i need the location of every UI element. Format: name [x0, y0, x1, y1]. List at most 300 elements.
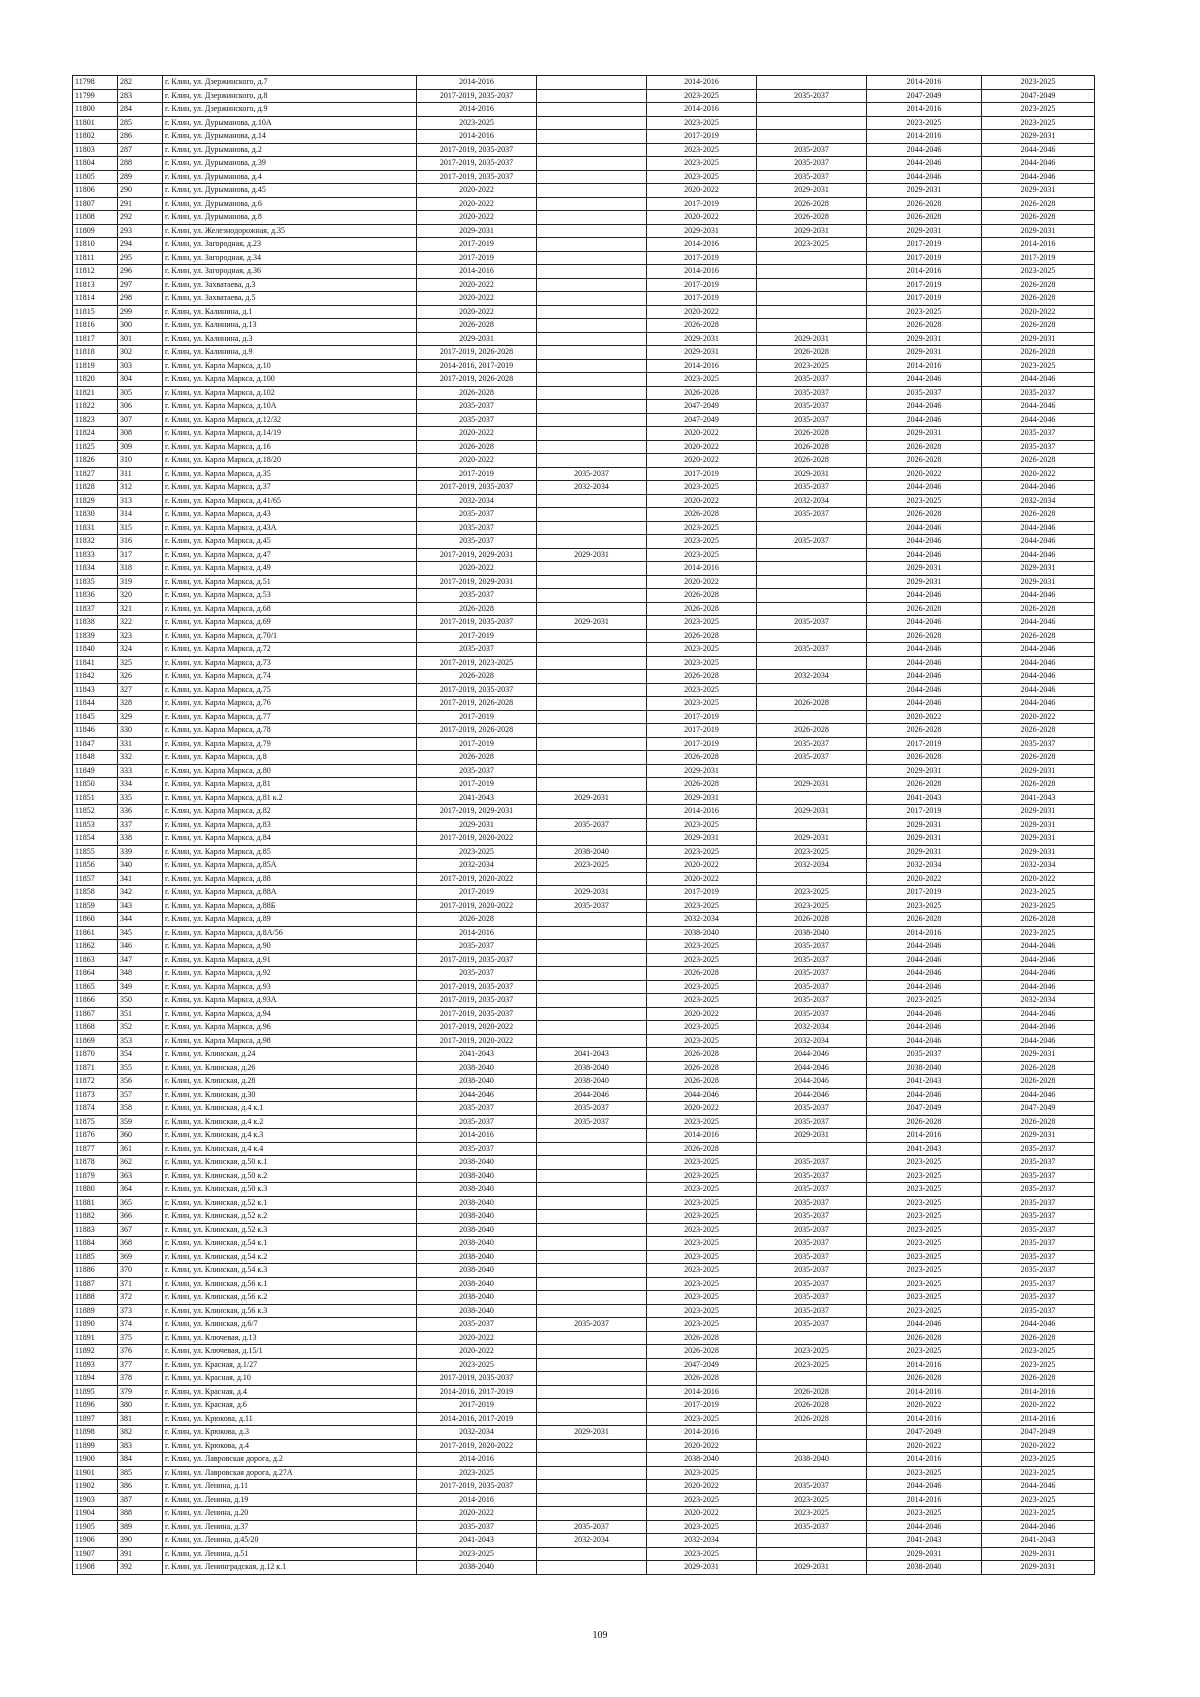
table-row: [73, 89, 1095, 103]
period-c-cell: 2014-2016: [647, 562, 757, 576]
address-cell: г. Клин, ул. Карла Маркса, д.98: [163, 1034, 417, 1048]
period-e-cell: 2029-2031: [867, 818, 982, 832]
row-id-cell: 11817: [73, 332, 118, 346]
row-number-cell: 338: [118, 832, 163, 846]
period-f-cell: 2020-2022: [982, 467, 1095, 481]
period-a-cell: 2038-2040: [417, 1061, 537, 1075]
period-b-cell: [537, 737, 647, 751]
period-d-cell: [757, 1426, 867, 1440]
period-d-cell: 2035-2037: [757, 1196, 867, 1210]
period-a-cell: 2035-2037: [417, 1115, 537, 1129]
address-cell: г. Клин, ул. Крюкова, д.3: [163, 1426, 417, 1440]
row-id-cell: 11855: [73, 845, 118, 859]
period-b-cell: 2029-2031: [537, 791, 647, 805]
row-number-cell: 369: [118, 1250, 163, 1264]
address-cell: г. Клин, ул. Клинская, д.24: [163, 1048, 417, 1062]
period-b-cell: [537, 562, 647, 576]
period-e-cell: 2023-2025: [867, 1291, 982, 1305]
table-row: [73, 238, 1095, 252]
period-e-cell: 2044-2046: [867, 697, 982, 711]
period-a-cell: 2017-2019, 2035-2037: [417, 980, 537, 994]
table-row: [73, 994, 1095, 1008]
row-id-cell: 11841: [73, 656, 118, 670]
period-f-cell: 2044-2046: [982, 616, 1095, 630]
period-f-cell: 2020-2022: [982, 872, 1095, 886]
row-id-cell: 11809: [73, 224, 118, 238]
period-c-cell: 2020-2022: [647, 1102, 757, 1116]
period-f-cell: 2029-2031: [982, 832, 1095, 846]
row-id-cell: 11829: [73, 494, 118, 508]
row-number-cell: 347: [118, 953, 163, 967]
period-a-cell: 2026-2028: [417, 751, 537, 765]
period-a-cell: 2038-2040: [417, 1183, 537, 1197]
row-id-cell: 11846: [73, 724, 118, 738]
period-d-cell: 2035-2037: [757, 1102, 867, 1116]
period-c-cell: 2020-2022: [647, 575, 757, 589]
period-b-cell: 2032-2034: [537, 481, 647, 495]
table-row: [73, 805, 1095, 819]
row-number-cell: 321: [118, 602, 163, 616]
period-d-cell: 2035-2037: [757, 940, 867, 954]
period-d-cell: 2026-2028: [757, 197, 867, 211]
row-number-cell: 384: [118, 1453, 163, 1467]
period-e-cell: 2023-2025: [867, 1345, 982, 1359]
address-cell: г. Клин, ул. Дзержинского, д.8: [163, 89, 417, 103]
row-id-cell: 11864: [73, 967, 118, 981]
row-number-cell: 286: [118, 130, 163, 144]
row-id-cell: 11888: [73, 1291, 118, 1305]
period-e-cell: 2044-2046: [867, 656, 982, 670]
period-f-cell: 2044-2046: [982, 670, 1095, 684]
period-b-cell: 2035-2037: [537, 818, 647, 832]
address-cell: г. Клин, ул. Клинская, д.26: [163, 1061, 417, 1075]
period-e-cell: 2023-2025: [867, 1507, 982, 1521]
period-d-cell: [757, 1372, 867, 1386]
row-id-cell: 11896: [73, 1399, 118, 1413]
period-b-cell: 2038-2040: [537, 1061, 647, 1075]
period-e-cell: 2044-2046: [867, 373, 982, 387]
row-id-cell: 11867: [73, 1007, 118, 1021]
period-e-cell: 2029-2031: [867, 832, 982, 846]
period-e-cell: 2023-2025: [867, 1304, 982, 1318]
period-c-cell: 2023-2025: [647, 1210, 757, 1224]
row-number-cell: 283: [118, 89, 163, 103]
period-c-cell: 2023-2025: [647, 845, 757, 859]
period-d-cell: 2026-2028: [757, 697, 867, 711]
period-d-cell: 2035-2037: [757, 535, 867, 549]
period-d-cell: 2035-2037: [757, 737, 867, 751]
address-cell: г. Клин, ул. Карла Маркса, д.68: [163, 602, 417, 616]
period-e-cell: 2017-2019: [867, 238, 982, 252]
row-id-cell: 11889: [73, 1304, 118, 1318]
period-c-cell: 2023-2025: [647, 940, 757, 954]
row-number-cell: 363: [118, 1169, 163, 1183]
period-d-cell: 2029-2031: [757, 832, 867, 846]
address-cell: г. Клин, ул. Карла Маркса, д.88А: [163, 886, 417, 900]
row-id-cell: 11875: [73, 1115, 118, 1129]
address-cell: г. Клин, ул. Ленина, д.37: [163, 1520, 417, 1534]
period-b-cell: [537, 170, 647, 184]
table-row: [73, 359, 1095, 373]
row-id-cell: 11890: [73, 1318, 118, 1332]
period-a-cell: 2017-2019, 2020-2022: [417, 832, 537, 846]
row-id-cell: 11898: [73, 1426, 118, 1440]
address-cell: г. Клин, ул. Клинская, д.6/7: [163, 1318, 417, 1332]
period-d-cell: 2035-2037: [757, 1169, 867, 1183]
row-id-cell: 11859: [73, 899, 118, 913]
row-number-cell: 293: [118, 224, 163, 238]
period-d-cell: 2035-2037: [757, 1520, 867, 1534]
table-row: [73, 1291, 1095, 1305]
period-f-cell: 2044-2046: [982, 481, 1095, 495]
table-row: [73, 1493, 1095, 1507]
period-d-cell: 2029-2031: [757, 224, 867, 238]
period-a-cell: 2035-2037: [417, 643, 537, 657]
period-c-cell: 2023-2025: [647, 1156, 757, 1170]
period-a-cell: 2017-2019: [417, 1399, 537, 1413]
period-b-cell: 2029-2031: [537, 616, 647, 630]
row-number-cell: 344: [118, 913, 163, 927]
period-a-cell: 2023-2025: [417, 1358, 537, 1372]
period-b-cell: [537, 143, 647, 157]
period-b-cell: [537, 805, 647, 819]
period-f-cell: 2023-2025: [982, 899, 1095, 913]
period-a-cell: 2035-2037: [417, 1102, 537, 1116]
row-number-cell: 365: [118, 1196, 163, 1210]
period-f-cell: 2044-2046: [982, 1021, 1095, 1035]
period-f-cell: 2044-2046: [982, 967, 1095, 981]
address-cell: г. Клин, ул. Карла Маркса, д.8: [163, 751, 417, 765]
period-e-cell: 2029-2031: [867, 224, 982, 238]
period-a-cell: 2020-2022: [417, 278, 537, 292]
period-d-cell: 2026-2028: [757, 427, 867, 441]
period-e-cell: 2017-2019: [867, 251, 982, 265]
period-e-cell: 2026-2028: [867, 724, 982, 738]
row-number-cell: 372: [118, 1291, 163, 1305]
period-f-cell: 2026-2028: [982, 346, 1095, 360]
row-id-cell: 11902: [73, 1480, 118, 1494]
table-row: [73, 278, 1095, 292]
address-cell: г. Клин, ул. Карла Маркса, д.92: [163, 967, 417, 981]
address-cell: г. Клин, ул. Крюкова, д.4: [163, 1439, 417, 1453]
period-f-cell: 2029-2031: [982, 805, 1095, 819]
period-d-cell: 2026-2028: [757, 724, 867, 738]
row-number-cell: 374: [118, 1318, 163, 1332]
period-d-cell: [757, 130, 867, 144]
table-row: [73, 913, 1095, 927]
row-number-cell: 386: [118, 1480, 163, 1494]
period-c-cell: 2023-2025: [647, 157, 757, 171]
row-id-cell: 11894: [73, 1372, 118, 1386]
row-id-cell: 11813: [73, 278, 118, 292]
row-number-cell: 289: [118, 170, 163, 184]
period-f-cell: 2047-2049: [982, 89, 1095, 103]
row-number-cell: 367: [118, 1223, 163, 1237]
period-b-cell: [537, 1439, 647, 1453]
period-b-cell: 2035-2037: [537, 1115, 647, 1129]
period-e-cell: 2026-2028: [867, 602, 982, 616]
address-cell: г. Клин, ул. Захватаева, д.5: [163, 292, 417, 306]
period-b-cell: [537, 1547, 647, 1561]
period-f-cell: 2026-2028: [982, 778, 1095, 792]
period-d-cell: 2035-2037: [757, 1223, 867, 1237]
table-row: [73, 1372, 1095, 1386]
period-f-cell: 2035-2037: [982, 1210, 1095, 1224]
period-a-cell: 2017-2019, 2026-2028: [417, 346, 537, 360]
address-cell: г. Клин, ул. Карла Маркса, д.72: [163, 643, 417, 657]
table-row: [73, 1304, 1095, 1318]
period-e-cell: 2026-2028: [867, 197, 982, 211]
period-d-cell: 2035-2037: [757, 967, 867, 981]
period-a-cell: 2038-2040: [417, 1561, 537, 1575]
row-number-cell: 375: [118, 1331, 163, 1345]
table-row: [73, 332, 1095, 346]
period-e-cell: 2047-2049: [867, 89, 982, 103]
table-row: [73, 1466, 1095, 1480]
period-c-cell: 2023-2025: [647, 1277, 757, 1291]
table-row: [73, 481, 1095, 495]
period-b-cell: [537, 1156, 647, 1170]
address-cell: г. Клин, ул. Крюкова, д.11: [163, 1412, 417, 1426]
period-f-cell: 2035-2037: [982, 737, 1095, 751]
row-id-cell: 11812: [73, 265, 118, 279]
row-number-cell: 387: [118, 1493, 163, 1507]
table-row: [73, 602, 1095, 616]
period-c-cell: 2026-2028: [647, 1331, 757, 1345]
period-d-cell: [757, 791, 867, 805]
row-number-cell: 392: [118, 1561, 163, 1575]
row-number-cell: 325: [118, 656, 163, 670]
row-number-cell: 330: [118, 724, 163, 738]
period-f-cell: 2029-2031: [982, 1129, 1095, 1143]
period-b-cell: [537, 76, 647, 90]
period-e-cell: 2014-2016: [867, 1493, 982, 1507]
period-f-cell: 2044-2046: [982, 143, 1095, 157]
period-b-cell: [537, 440, 647, 454]
row-number-cell: 361: [118, 1142, 163, 1156]
schedule-table-body: [73, 76, 1095, 1575]
period-a-cell: 2035-2037: [417, 508, 537, 522]
period-e-cell: 2029-2031: [867, 346, 982, 360]
table-row: [73, 1358, 1095, 1372]
period-f-cell: 2026-2028: [982, 1331, 1095, 1345]
address-cell: г. Клин, ул. Карла Маркса, д.16: [163, 440, 417, 454]
row-number-cell: 291: [118, 197, 163, 211]
period-e-cell: 2023-2025: [867, 116, 982, 130]
table-row: [73, 467, 1095, 481]
period-c-cell: 2023-2025: [647, 1291, 757, 1305]
table-row: [73, 656, 1095, 670]
period-c-cell: 2020-2022: [647, 1439, 757, 1453]
row-id-cell: 11836: [73, 589, 118, 603]
period-b-cell: [537, 1264, 647, 1278]
period-a-cell: 2026-2028: [417, 670, 537, 684]
table-row: [73, 1102, 1095, 1116]
period-d-cell: 2029-2031: [757, 1561, 867, 1575]
period-b-cell: [537, 656, 647, 670]
period-d-cell: [757, 710, 867, 724]
address-cell: г. Клин, ул. Клинская, д.54 к.2: [163, 1250, 417, 1264]
period-c-cell: 2020-2022: [647, 859, 757, 873]
period-f-cell: 2029-2031: [982, 818, 1095, 832]
period-b-cell: [537, 278, 647, 292]
period-b-cell: [537, 697, 647, 711]
period-e-cell: 2020-2022: [867, 1439, 982, 1453]
period-e-cell: 2029-2031: [867, 1547, 982, 1561]
period-c-cell: 2029-2031: [647, 832, 757, 846]
address-cell: г. Клин, ул. Карла Маркса, д.45: [163, 535, 417, 549]
period-d-cell: 2035-2037: [757, 1291, 867, 1305]
table-row: [73, 1169, 1095, 1183]
row-number-cell: 348: [118, 967, 163, 981]
period-f-cell: 2044-2046: [982, 400, 1095, 414]
period-f-cell: 2014-2016: [982, 1412, 1095, 1426]
period-c-cell: 2014-2016: [647, 1385, 757, 1399]
table-row: [73, 1021, 1095, 1035]
period-b-cell: 2035-2037: [537, 899, 647, 913]
row-number-cell: 318: [118, 562, 163, 576]
period-d-cell: 2035-2037: [757, 1210, 867, 1224]
period-b-cell: [537, 454, 647, 468]
period-d-cell: 2044-2046: [757, 1075, 867, 1089]
row-number-cell: 313: [118, 494, 163, 508]
period-a-cell: 2026-2028: [417, 319, 537, 333]
period-b-cell: [537, 1142, 647, 1156]
period-c-cell: 2026-2028: [647, 967, 757, 981]
table-row: [73, 778, 1095, 792]
period-e-cell: 2044-2046: [867, 953, 982, 967]
period-d-cell: [757, 764, 867, 778]
row-id-cell: 11810: [73, 238, 118, 252]
address-cell: г. Клин, ул. Ключевая, д.13: [163, 1331, 417, 1345]
address-cell: г. Клин, ул. Калинина, д.13: [163, 319, 417, 333]
period-c-cell: 2023-2025: [647, 697, 757, 711]
period-a-cell: 2035-2037: [417, 1142, 537, 1156]
address-cell: г. Клин, ул. Клинская, д.54 к.3: [163, 1264, 417, 1278]
address-cell: г. Клин, ул. Карла Маркса, д.70/1: [163, 629, 417, 643]
row-id-cell: 11834: [73, 562, 118, 576]
period-b-cell: [537, 251, 647, 265]
period-b-cell: [537, 359, 647, 373]
period-b-cell: [537, 103, 647, 117]
row-number-cell: 389: [118, 1520, 163, 1534]
period-c-cell: 2023-2025: [647, 1250, 757, 1264]
address-cell: г. Клин, ул. Клинская, д.4 к.1: [163, 1102, 417, 1116]
period-c-cell: 2023-2025: [647, 116, 757, 130]
row-number-cell: 287: [118, 143, 163, 157]
table-row: [73, 575, 1095, 589]
row-id-cell: 11803: [73, 143, 118, 157]
address-cell: г. Клин, ул. Загородная, д.34: [163, 251, 417, 265]
address-cell: г. Клин, ул. Клинская, д.56 к.3: [163, 1304, 417, 1318]
address-cell: г. Клин, ул. Клинская, д.52 к.1: [163, 1196, 417, 1210]
row-number-cell: 282: [118, 76, 163, 90]
table-row: [73, 886, 1095, 900]
period-d-cell: [757, 319, 867, 333]
period-a-cell: 2038-2040: [417, 1264, 537, 1278]
table-row: [73, 683, 1095, 697]
period-c-cell: 2032-2034: [647, 1534, 757, 1548]
table-row: [73, 1183, 1095, 1197]
period-c-cell: 2029-2031: [647, 791, 757, 805]
period-e-cell: 2029-2031: [867, 184, 982, 198]
row-number-cell: 295: [118, 251, 163, 265]
period-d-cell: 2035-2037: [757, 1277, 867, 1291]
period-f-cell: 2044-2046: [982, 589, 1095, 603]
row-number-cell: 328: [118, 697, 163, 711]
period-e-cell: 2014-2016: [867, 1412, 982, 1426]
table-row: [73, 1277, 1095, 1291]
row-id-cell: 11877: [73, 1142, 118, 1156]
period-a-cell: 2035-2037: [417, 940, 537, 954]
address-cell: г. Клин, ул. Клинская, д.28: [163, 1075, 417, 1089]
period-f-cell: 2026-2028: [982, 1115, 1095, 1129]
period-c-cell: 2023-2025: [647, 548, 757, 562]
period-e-cell: 2026-2028: [867, 211, 982, 225]
period-a-cell: 2017-2019: [417, 629, 537, 643]
period-c-cell: 2023-2025: [647, 1034, 757, 1048]
table-row: [73, 751, 1095, 765]
table-row: [73, 440, 1095, 454]
period-d-cell: [757, 292, 867, 306]
row-id-cell: 11804: [73, 157, 118, 171]
period-d-cell: 2026-2028: [757, 440, 867, 454]
table-row: [73, 1250, 1095, 1264]
table-row: [73, 845, 1095, 859]
row-id-cell: 11885: [73, 1250, 118, 1264]
address-cell: г. Клин, ул. Загородная, д.23: [163, 238, 417, 252]
period-a-cell: 2035-2037: [417, 1318, 537, 1332]
period-d-cell: 2035-2037: [757, 413, 867, 427]
period-e-cell: 2020-2022: [867, 1399, 982, 1413]
period-f-cell: 2026-2028: [982, 319, 1095, 333]
period-e-cell: 2044-2046: [867, 157, 982, 171]
period-f-cell: 2044-2046: [982, 1480, 1095, 1494]
period-c-cell: 2023-2025: [647, 1318, 757, 1332]
period-f-cell: 2035-2037: [982, 427, 1095, 441]
row-id-cell: 11801: [73, 116, 118, 130]
row-number-cell: 343: [118, 899, 163, 913]
period-e-cell: 2044-2046: [867, 1034, 982, 1048]
row-id-cell: 11823: [73, 413, 118, 427]
period-a-cell: 2020-2022: [417, 305, 537, 319]
period-b-cell: [537, 1021, 647, 1035]
period-c-cell: 2023-2025: [647, 980, 757, 994]
period-e-cell: 2044-2046: [867, 683, 982, 697]
address-cell: г. Клин, ул. Карла Маркса, д.88: [163, 872, 417, 886]
period-a-cell: 2023-2025: [417, 1547, 537, 1561]
row-id-cell: 11833: [73, 548, 118, 562]
period-d-cell: [757, 116, 867, 130]
period-a-cell: 2041-2043: [417, 791, 537, 805]
period-c-cell: 2014-2016: [647, 76, 757, 90]
address-cell: г. Клин, ул. Карла Маркса, д.53: [163, 589, 417, 603]
row-number-cell: 366: [118, 1210, 163, 1224]
table-row: [73, 832, 1095, 846]
period-e-cell: 2014-2016: [867, 926, 982, 940]
address-cell: г. Клин, ул. Карла Маркса, д.94: [163, 1007, 417, 1021]
period-f-cell: 2029-2031: [982, 332, 1095, 346]
period-a-cell: 2020-2022: [417, 292, 537, 306]
period-c-cell: 2020-2022: [647, 184, 757, 198]
period-a-cell: 2029-2031: [417, 224, 537, 238]
period-c-cell: 2023-2025: [647, 1520, 757, 1534]
period-f-cell: 2029-2031: [982, 1561, 1095, 1575]
row-id-cell: 11905: [73, 1520, 118, 1534]
period-e-cell: 2044-2046: [867, 535, 982, 549]
period-b-cell: [537, 629, 647, 643]
period-a-cell: 2038-2040: [417, 1075, 537, 1089]
